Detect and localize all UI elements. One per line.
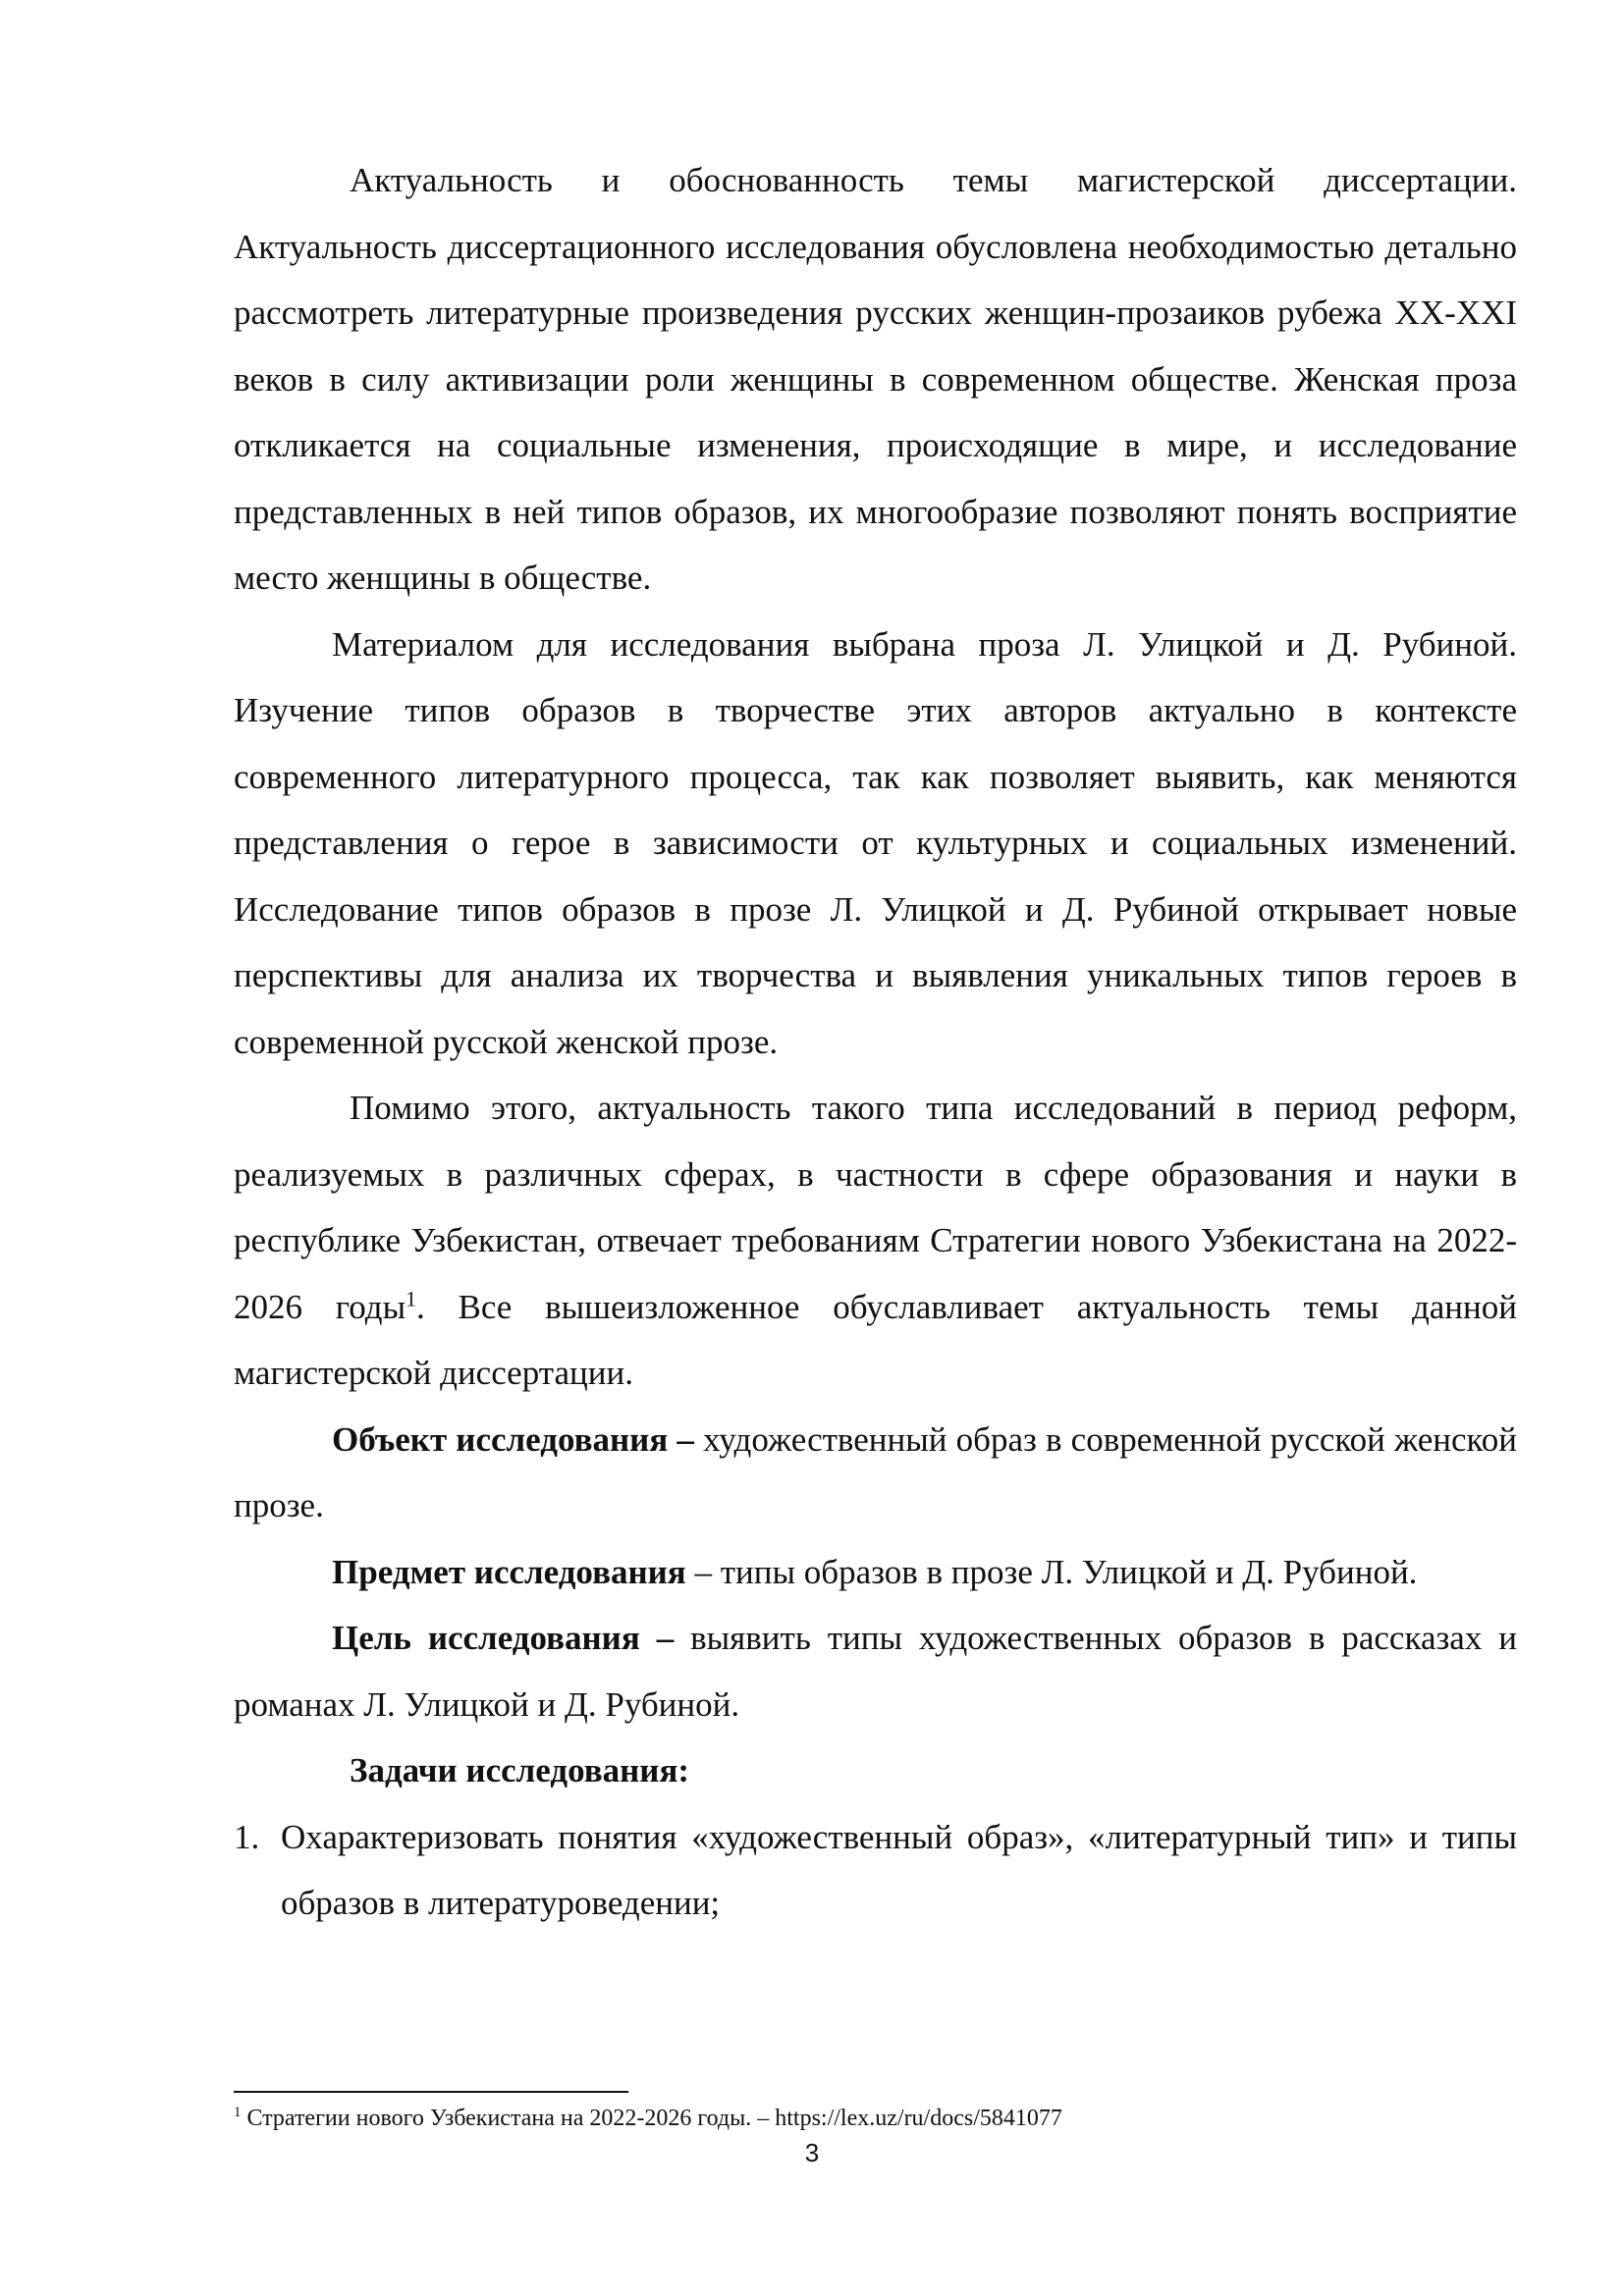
goal-label: Цель исследования – — [332, 1619, 675, 1657]
material-paragraph: Материалом для исследования выбрана проза Л. Улицкой и Д. Рубиной. Изучение типов образов в творчестве этих авторов актуально в контексте современного литературного процесса, так как позволяет выявить, как меняются представления о герое в зависимости от культурных и социальных изменений. Исследование типов образов в прозе Л. Улицкой и Д. Рубиной открывает новые перспективы для анализа их творчества и выявления уникальных типов героев в современной русской женской прозе. — [234, 624, 1517, 1061]
list-item-number: 1. — [234, 1817, 260, 1856]
reforms-paragraph — [234, 1075, 1517, 1407]
reforms-text-end: . Все вышеизложенное обуславливает актуальность темы данной магистерской диссертации. — [234, 1287, 1517, 1392]
tasks-list — [234, 1804, 1517, 1937]
relevance-heading: Актуальность и обоснованность темы магистерской диссертации. — [350, 161, 1517, 199]
subject-label: Предмет исследования — [332, 1552, 686, 1591]
goal-text: выявить типы художественных образов в рассказах и романах Л. Улицкой и Д. Рубиной. — [234, 1619, 1517, 1724]
reforms-text-start: Помимо этого, актуальность такого типа исследований в период реформ, реализуемых в различных сферах, в частности в сфере образования и науки в республике Узбекистан, отвечает требованиям Стратегии нового Узбекистана на 2022-2026 годы — [234, 1089, 1517, 1326]
document-body — [234, 147, 1517, 1937]
footnote-mark: 1 — [234, 2105, 242, 2120]
footnote-reference[interactable]: 1 — [406, 1286, 416, 1310]
relevance-paragraph — [234, 147, 1517, 612]
footnote-text: Стратегии нового Узбекистана на 2022-2026 годы. – https://lex.uz/ru/docs/5841077 — [241, 2106, 1062, 2131]
goal-paragraph — [234, 1605, 1517, 1737]
object-paragraph — [234, 1407, 1517, 1539]
object-text: художественный образ в современной русской женской прозе. — [234, 1419, 1517, 1524]
object-label: Объект исследования – — [332, 1419, 694, 1459]
subject-text: – типы образов в прозе Л. Улицкой и Д. Рубиной. — [685, 1552, 1418, 1591]
footnote — [234, 2104, 1510, 2133]
page-number: 3 — [804, 2138, 820, 2167]
list-item-text: Охарактеризовать понятия «художественный образ», «литературный тип» и типы образов в литературоведении; — [281, 1817, 1517, 1922]
relevance-body: Актуальность диссертационного исследования обусловлена необходимостью детально рассмотреть литературные произведения русских женщин-прозаиков рубежа XX-XXI веков в силу активизации роли женщины в современном обществе. Женская проза откликается на социальные изменения, происходящие в мире, и исследование представленных в ней типов образов, их многообразие позволяют понять восприятие место женщины в обществе. — [234, 227, 1517, 597]
list-item — [234, 1804, 1517, 1937]
subject-paragraph — [234, 1539, 1517, 1606]
footnote-separator — [234, 2091, 628, 2093]
tasks-heading: Задачи исследования: — [350, 1751, 690, 1789]
